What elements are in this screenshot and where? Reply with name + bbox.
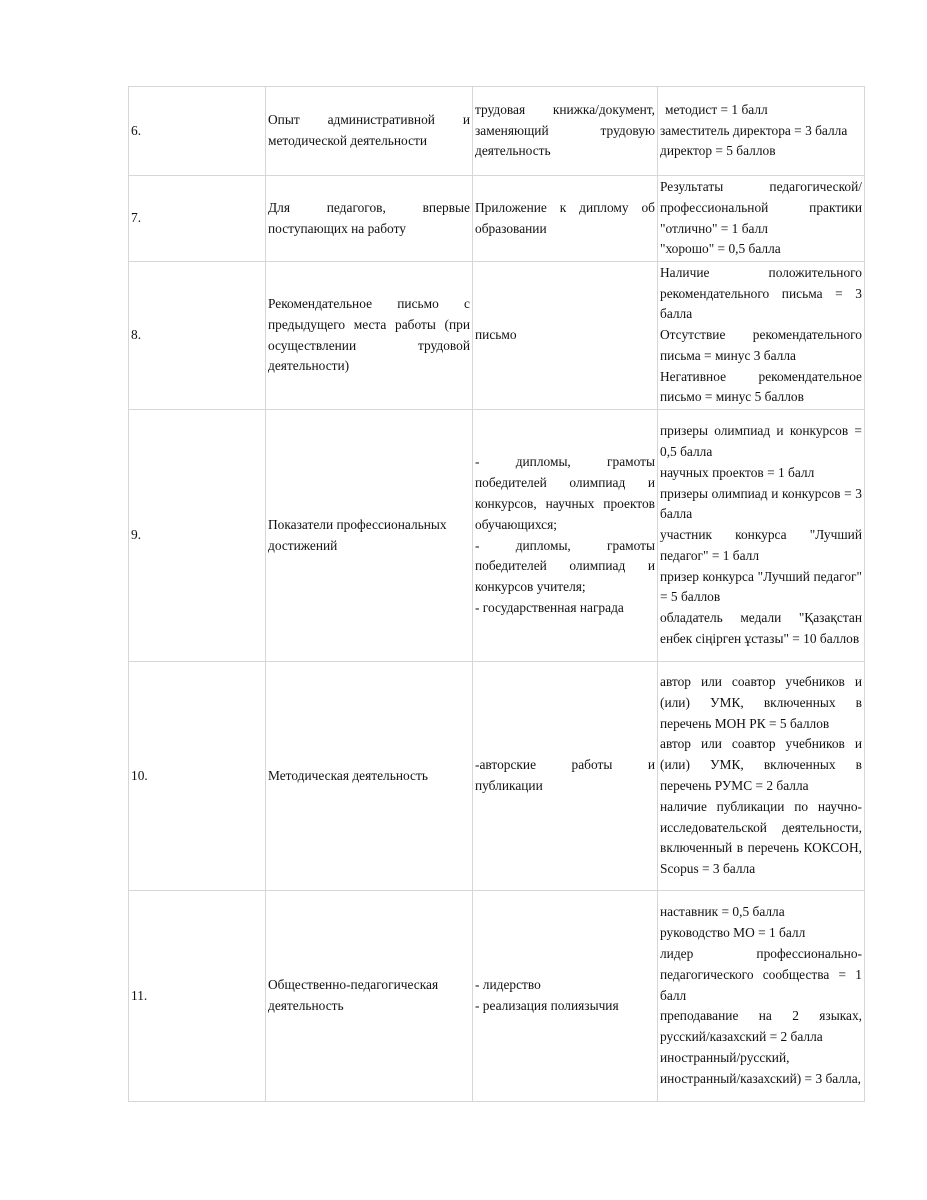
- score-line: научных проектов = 1 балл: [660, 464, 815, 480]
- document-cell: -авторские работы и публикации: [473, 662, 658, 891]
- scores-cell: [658, 662, 865, 891]
- score-line: лидер профессионально-педагогического сообщества = 1 балл: [660, 946, 862, 1003]
- score-line: обладатель медали "Қазақстан енбек сіңірген ұстазы" = 10 баллов: [660, 610, 862, 647]
- document-cell: трудовая книжка/документ, заменяющий трудовую деятельность: [473, 87, 658, 176]
- criterion-cell: Показатели профессиональных достижений: [266, 410, 473, 662]
- row-number: 10.: [129, 662, 266, 891]
- score-line: призер конкурса "Лучший педагог" = 5 баллов: [660, 568, 862, 605]
- table-row: [129, 662, 865, 891]
- document-cell: Приложение к диплому об образовании: [473, 176, 658, 262]
- criterion-cell: Рекомендательное письмо с предыдущего места работы (при осуществлении трудовой деятельности): [266, 262, 473, 410]
- scores-cell: [658, 262, 865, 410]
- document-cell: [473, 410, 658, 662]
- table-row: [129, 410, 865, 662]
- document-line: - реализация полиязычия: [475, 998, 619, 1013]
- scores-cell: [658, 87, 865, 176]
- score-line: Отсутствие рекомендательного письма = минус 3 балла: [660, 327, 862, 363]
- table-row: [129, 176, 865, 262]
- score-line: заместитель директора = 3 балла: [660, 122, 848, 138]
- score-line: призеры олимпиад и конкурсов = 0,5 балла: [660, 423, 862, 459]
- row-number: 8.: [129, 262, 266, 410]
- document-line: - дипломы, грамоты победителей олимпиад и конкурсов, научных проектов обучающихся;: [475, 454, 655, 532]
- score-line: "хорошо" = 0,5 балла: [660, 241, 781, 257]
- score-line: иностранный/русский, иностранный/казахский) = 3 балла,: [660, 1049, 862, 1086]
- document-cell: письмо: [473, 262, 658, 410]
- scores-cell: [658, 410, 865, 662]
- score-line: преподавание на 2 языках, русский/казахский = 2 балла: [660, 1008, 862, 1045]
- criterion-cell: Общественно-педагогическая деятельность: [266, 891, 473, 1102]
- score-line: Наличие положительного рекомендательного письма = 3 балла: [660, 264, 862, 322]
- scores-cell: [658, 891, 865, 1102]
- scores-cell: [658, 176, 865, 262]
- table-row: [129, 891, 865, 1102]
- score-line: участник конкурса "Лучший педагог" = 1 балл: [660, 527, 862, 563]
- criterion-cell: Методическая деятельность: [266, 662, 473, 891]
- document-line: - государственная награда: [475, 599, 624, 615]
- score-line: наставник = 0,5 балла: [660, 904, 785, 920]
- criterion-cell: Для педагогов, впервые поступающих на работу: [266, 176, 473, 262]
- row-number: 9.: [129, 410, 266, 662]
- score-line: Результаты педагогической/ профессиональной практики "отлично" = 1 балл: [660, 178, 862, 236]
- score-line: методист = 1 балл: [665, 101, 768, 117]
- score-line: наличие публикации по научно-исследовательской деятельности, включенный в перечень КОКСОН, Scopus = 3 балла: [660, 798, 862, 877]
- criteria-table: [128, 86, 865, 1102]
- score-line: Негативное рекомендательное письмо = минус 5 баллов: [660, 368, 862, 405]
- row-number: 7.: [129, 176, 266, 262]
- score-line: автор или соавтор учебников и (или) УМК, включенных в перечень МОН РК = 5 баллов: [660, 674, 862, 731]
- score-line: призеры олимпиад и конкурсов = 3 балла: [660, 485, 862, 522]
- document-line: - лидерство: [475, 977, 541, 993]
- row-number: 6.: [129, 87, 266, 176]
- criterion-cell: Опыт административной и методической деятельности: [266, 87, 473, 176]
- score-line: руководство МО = 1 балл: [660, 925, 806, 941]
- row-number: 11.: [129, 891, 266, 1102]
- score-line: автор или соавтор учебников и (или) УМК, включенных в перечень РУМС = 2 балла: [660, 736, 862, 793]
- table-row: [129, 87, 865, 176]
- document-cell: [473, 891, 658, 1102]
- document-line: - дипломы, грамоты победителей олимпиад и конкурсов учителя;: [475, 537, 655, 595]
- score-line: директор = 5 баллов: [660, 143, 776, 159]
- table-row: [129, 262, 865, 410]
